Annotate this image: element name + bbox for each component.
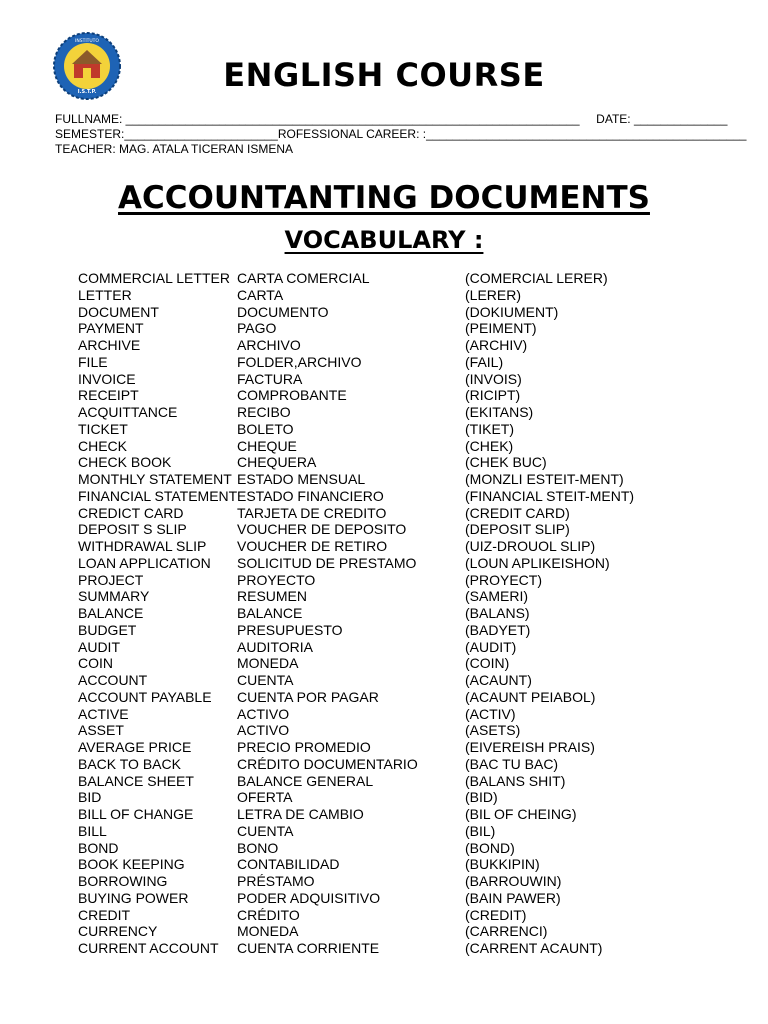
spanish-translation: PRECIO PROMEDIO bbox=[237, 739, 371, 755]
spanish-translation: CRÉDITO DOCUMENTARIO bbox=[237, 755, 418, 772]
english-term: PROJECT bbox=[78, 571, 144, 588]
spanish-translation: LETRA DE CAMBIO bbox=[237, 806, 364, 822]
spanish-translation: FACTURA bbox=[237, 370, 303, 387]
pronunciation: (COMERCIAL LERER) bbox=[465, 270, 608, 286]
pronunciation: (BUKKIPIN) bbox=[465, 856, 540, 873]
english-term: INVOICE bbox=[78, 370, 136, 387]
pronunciation: (BALANS) bbox=[465, 605, 530, 621]
spanish-translation: CUENTA POR PAGAR bbox=[237, 688, 379, 705]
pronunciation: (FAIL) bbox=[465, 353, 504, 370]
spanish-translation: PODER ADQUISITIVO bbox=[237, 889, 381, 906]
spanish-translation: CRÉDITO bbox=[237, 906, 300, 923]
spanish-translation: ESTADO FINANCIERO bbox=[237, 487, 384, 504]
english-term: AUDIT bbox=[78, 638, 120, 655]
pronunciation: (BOND) bbox=[465, 839, 515, 856]
spanish-translation: VOUCHER DE RETIRO bbox=[237, 538, 388, 554]
pronunciation: (BAC TU BAC) bbox=[465, 755, 559, 772]
english-term: BOND bbox=[78, 839, 119, 856]
pronunciation: (SAMERI) bbox=[465, 588, 528, 605]
semester-career-line: SEMESTER:_______________________ROFESSIONAL CAREER: :________________________________________________ bbox=[55, 127, 747, 141]
pronunciation: (TIKET) bbox=[465, 420, 514, 437]
spanish-translation: SOLICITUD DE PRESTAMO bbox=[237, 554, 417, 571]
spanish-translation: VOUCHER DE DEPOSITO bbox=[237, 521, 407, 538]
pronunciation: (ARCHIV) bbox=[465, 337, 528, 353]
pronunciation: (BID) bbox=[465, 789, 498, 806]
english-term: BALANCE bbox=[78, 605, 144, 621]
spanish-translation: PROYECTO bbox=[237, 571, 316, 588]
english-term: LETTER bbox=[78, 286, 132, 303]
english-term: FILE bbox=[78, 353, 108, 370]
english-term: BORROWING bbox=[78, 873, 168, 889]
spanish-translation: CHEQUERA bbox=[237, 454, 317, 471]
spanish-translation: CUENTA bbox=[237, 822, 294, 839]
pronunciation: (CREDIT) bbox=[465, 906, 527, 923]
spanish-translation: FOLDER,ARCHIVO bbox=[237, 353, 362, 370]
pronunciation: (BADYET) bbox=[465, 621, 531, 638]
spanish-translation: CARTA COMERCIAL bbox=[237, 270, 370, 286]
pronunciation: (ASETS) bbox=[465, 722, 521, 739]
english-term: WITHDRAWAL SLIP bbox=[78, 538, 207, 554]
spanish-translation: COMPROBANTE bbox=[237, 387, 347, 404]
spanish-translation: TARJETA DE CREDITO bbox=[237, 504, 387, 521]
english-term: AVERAGE PRICE bbox=[78, 739, 192, 755]
pronunciation: (MONZLI ESTEIT-MENT) bbox=[465, 471, 624, 487]
pronunciation: (AUDIT) bbox=[465, 638, 517, 655]
pronunciation: (FINANCIAL STEIT-MENT) bbox=[465, 487, 635, 504]
spanish-translation: MONEDA bbox=[237, 655, 299, 672]
english-term: BALANCE SHEET bbox=[78, 772, 194, 789]
spanish-translation: BALANCE GENERAL bbox=[237, 772, 374, 789]
spanish-translation: CUENTA CORRIENTE bbox=[237, 940, 380, 956]
pronunciation: (COIN) bbox=[465, 655, 510, 672]
pronunciation: (BARROUWIN) bbox=[465, 873, 562, 889]
english-term: BILL bbox=[78, 822, 107, 839]
english-term: ACTIVE bbox=[78, 705, 129, 722]
english-term: COIN bbox=[78, 655, 113, 672]
spanish-translation: RESUMEN bbox=[237, 588, 308, 605]
english-term: BILL OF CHANGE bbox=[78, 806, 194, 822]
pronunciation: (CARRENCI) bbox=[465, 923, 548, 940]
pronunciation: (DEPOSIT SLIP) bbox=[465, 521, 570, 538]
pronunciation: (ACTIV) bbox=[465, 705, 516, 722]
pronunciation: (BIL OF CHEING) bbox=[465, 806, 577, 822]
english-term: DEPOSIT S SLIP bbox=[78, 521, 187, 538]
english-term: COMMERCIAL LETTER bbox=[78, 270, 230, 286]
svg-text:INSTITUTO: INSTITUTO bbox=[75, 39, 99, 44]
spanish-translation: BALANCE bbox=[237, 605, 303, 621]
english-term: ACQUITTANCE bbox=[78, 404, 178, 420]
pronunciation: (UIZ-DROUOL SLIP) bbox=[465, 538, 596, 554]
english-term: BID bbox=[78, 789, 102, 806]
spanish-translation: BOLETO bbox=[237, 420, 294, 437]
pronunciation: (INVOIS) bbox=[465, 370, 522, 387]
english-term: ACCOUNT bbox=[78, 672, 148, 688]
pronunciation: (PEIMENT) bbox=[465, 320, 537, 337]
svg-text:I.S.T.P.: I.S.T.P. bbox=[77, 89, 97, 95]
english-term: DOCUMENT bbox=[78, 303, 159, 320]
pronunciation: (PROYECT) bbox=[465, 571, 542, 588]
spanish-translation: BONO bbox=[237, 839, 279, 856]
english-term: CURRENCY bbox=[78, 923, 158, 940]
spanish-translation: DOCUMENTO bbox=[237, 303, 329, 320]
english-term: ASSET bbox=[78, 722, 124, 739]
english-term: PAYMENT bbox=[78, 320, 144, 337]
english-term: ACCOUNT PAYABLE bbox=[78, 688, 212, 705]
english-term: RECEIPT bbox=[78, 387, 139, 404]
pronunciation: (CREDIT CARD) bbox=[465, 504, 570, 521]
spanish-translation: ARCHIVO bbox=[237, 337, 301, 353]
english-term: CHECK bbox=[78, 437, 128, 454]
spanish-translation: ACTIVO bbox=[237, 722, 290, 739]
english-term: BACK TO BACK bbox=[78, 755, 181, 772]
pronunciation: (LERER) bbox=[465, 286, 522, 303]
english-term: CREDICT CARD bbox=[78, 504, 184, 521]
pronunciation: (BAIN PAWER) bbox=[465, 889, 561, 906]
vocabulary-title: VOCABULARY : bbox=[284, 226, 484, 254]
course-title: ENGLISH COURSE bbox=[223, 56, 545, 94]
spanish-translation: OFERTA bbox=[237, 789, 293, 806]
pronunciation: (LOUN APLIKEISHON) bbox=[465, 554, 610, 571]
spanish-translation: MONEDA bbox=[237, 923, 299, 940]
spanish-translation: CUENTA bbox=[237, 672, 294, 688]
spanish-translation: PAGO bbox=[237, 320, 277, 337]
spanish-translation: CHEQUE bbox=[237, 437, 297, 454]
english-term: TICKET bbox=[78, 420, 128, 437]
english-term: CHECK BOOK bbox=[78, 454, 172, 471]
english-term: MONTHLY STATEMENT bbox=[78, 471, 232, 487]
english-term: BUDGET bbox=[78, 621, 137, 638]
english-term: FINANCIAL STATEMENT bbox=[78, 487, 238, 504]
spanish-translation: ESTADO MENSUAL bbox=[237, 471, 366, 487]
spanish-translation: AUDITORIA bbox=[237, 638, 313, 655]
pronunciation: (RICIPT) bbox=[465, 387, 521, 404]
document-title: ACCOUNTANTING DOCUMENTS bbox=[118, 180, 650, 216]
pronunciation: (ACAUNT) bbox=[465, 672, 532, 688]
pronunciation: (ACAUNT PEIABOL) bbox=[465, 688, 596, 705]
pronunciation: (BIL) bbox=[465, 822, 496, 839]
spanish-translation: RECIBO bbox=[237, 404, 291, 420]
spanish-translation: ACTIVO bbox=[237, 705, 290, 722]
pronunciation: (DOKIUMENT) bbox=[465, 303, 559, 320]
teacher-line: TEACHER: MAG. ATALA TICERAN ISMENA bbox=[55, 142, 294, 156]
pronunciation: (EKITANS) bbox=[465, 404, 534, 420]
pronunciation: (EIVEREISH PRAIS) bbox=[465, 739, 595, 755]
pronunciation: (CHEK) bbox=[465, 437, 514, 454]
spanish-translation: PRÉSTAMO bbox=[237, 873, 315, 889]
english-term: BUYING POWER bbox=[78, 889, 189, 906]
fullname-date-line: FULLNAME: ____________________________________________________________________ DATE: ______________ bbox=[55, 112, 728, 126]
spanish-translation: CARTA bbox=[237, 286, 284, 303]
spanish-translation: CONTABILIDAD bbox=[237, 856, 340, 873]
english-term: CREDIT bbox=[78, 906, 131, 923]
english-term: LOAN APPLICATION bbox=[78, 554, 211, 571]
english-term: CURRENT ACCOUNT bbox=[78, 940, 219, 956]
pronunciation: (CHEK BUC) bbox=[465, 454, 547, 471]
pronunciation: (CARRENT ACAUNT) bbox=[465, 940, 603, 956]
english-term: SUMMARY bbox=[78, 588, 150, 605]
spanish-translation: PRESUPUESTO bbox=[237, 621, 343, 638]
english-term: ARCHIVE bbox=[78, 337, 141, 353]
english-term: BOOK KEEPING bbox=[78, 856, 185, 873]
pronunciation: (BALANS SHIT) bbox=[465, 772, 566, 789]
